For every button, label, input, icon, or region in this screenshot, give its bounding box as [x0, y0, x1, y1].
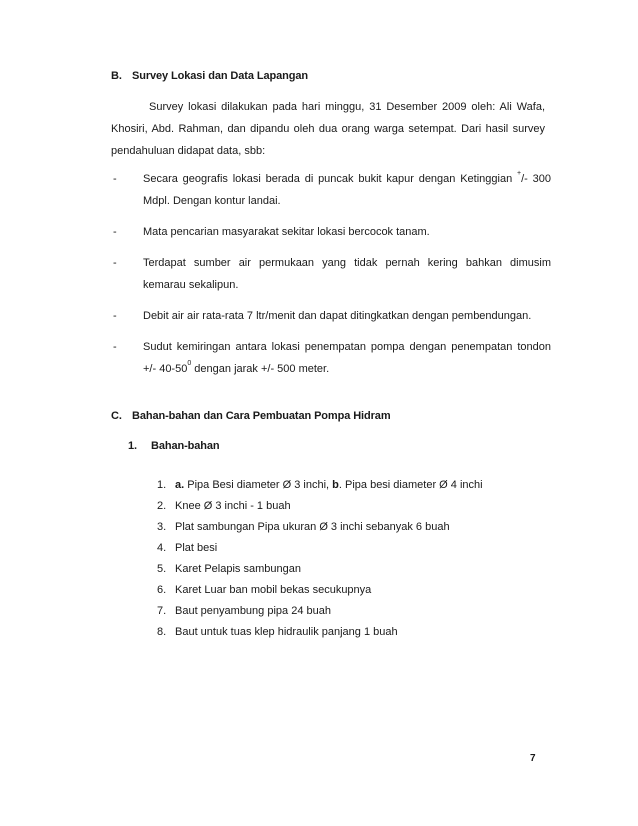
- list-item-text: Secara geografis lokasi berada di puncak bukit kapur dengan Ketinggian: [143, 173, 518, 185]
- list-item: [157, 496, 483, 517]
- item-text-b: . Pipa besi diameter Ø 4 inchi: [338, 479, 483, 491]
- list-item-text: Mata pencarian masyarakat sekitar lokasi bercocok tanam.: [143, 226, 430, 238]
- item-text: Karet Pelapis sambungan: [175, 563, 301, 575]
- list-item-text-cont: dengan jarak +/- 500 meter.: [191, 363, 330, 375]
- list-item: [111, 221, 551, 243]
- item-number: 1.: [157, 479, 167, 491]
- item-number: 3.: [157, 521, 167, 533]
- section-b-intro: [111, 96, 545, 162]
- item-text: Baut untuk tuas klep hidraulik panjang 1 buah: [175, 626, 398, 638]
- list-item: [157, 580, 483, 601]
- list-item: [111, 336, 551, 380]
- item-label-a: a.: [175, 479, 185, 491]
- superscript: 0: [187, 360, 192, 368]
- list-item: [157, 475, 483, 496]
- subsection-1-number: 1.: [128, 440, 137, 452]
- list-item-text: Debit air air rata-rata 7 ltr/menit dan dapat ditingkatkan dengan pembendungan.: [143, 310, 532, 322]
- item-text: Plat sambungan Pipa ukuran Ø 3 inchi sebanyak 6 buah: [175, 521, 450, 533]
- list-item: [111, 168, 551, 212]
- section-c-title: Bahan-bahan dan Cara Pembuatan Pompa Hidram: [131, 410, 391, 422]
- item-text: Knee Ø 3 inchi - 1 buah: [175, 500, 291, 512]
- item-text: Baut penyambung pipa 24 buah: [175, 605, 331, 617]
- item-number: 8.: [157, 626, 167, 638]
- item-text: Karet Luar ban mobil bekas secukupnya: [175, 584, 372, 596]
- survey-findings-list: [111, 168, 551, 389]
- subsection-1-heading: [128, 440, 220, 452]
- dash-marker: -: [113, 341, 117, 353]
- intro-text: Survey lokasi dilakukan pada hari minggu, 31 Desember 2009 oleh: Ali Wafa, Khosiri, Abd. Rahman, dan dipandu oleh dua orang warga setempat. Dari hasil survey pendahuluan didapat data, sbb:: [111, 101, 545, 157]
- item-number: 6.: [157, 584, 167, 596]
- item-number: 5.: [157, 563, 167, 575]
- superscript: +: [517, 170, 522, 178]
- dash-marker: -: [113, 173, 117, 185]
- list-item-text-cont: /- 300 Mdpl. Dengan kontur landai.: [143, 173, 551, 207]
- item-number: 7.: [157, 605, 167, 617]
- list-item: [111, 305, 551, 327]
- list-item: [157, 559, 483, 580]
- list-item: [157, 517, 483, 538]
- materials-list: [157, 475, 483, 643]
- section-c-heading: [111, 410, 391, 422]
- item-number: 2.: [157, 500, 167, 512]
- dash-marker: -: [113, 226, 117, 238]
- section-b-number: B.: [111, 70, 122, 82]
- section-b-title: Survey Lokasi dan Data Lapangan: [131, 70, 308, 82]
- list-item: [157, 622, 483, 643]
- list-item: [157, 538, 483, 559]
- item-text: Plat besi: [175, 542, 218, 554]
- list-item-text: Terdapat sumber air permukaan yang tidak pernah kering bahkan dimusim kemarau sekalipun.: [143, 257, 551, 291]
- item-text-a: Pipa Besi diameter Ø 3 inchi,: [184, 479, 333, 491]
- list-item: [111, 252, 551, 296]
- item-number: 4.: [157, 542, 167, 554]
- list-item-text: Sudut kemiringan antara lokasi penempatan pompa dengan penempatan tondon +/- 40-50: [143, 341, 551, 375]
- item-label-b: b: [332, 479, 339, 491]
- dash-marker: -: [113, 257, 117, 269]
- subsection-1-title: Bahan-bahan: [150, 440, 220, 452]
- section-c-number: C.: [111, 410, 122, 422]
- section-b-heading: [111, 70, 308, 82]
- list-item: [157, 601, 483, 622]
- dash-marker: -: [113, 310, 117, 322]
- page-number: 7: [530, 753, 536, 764]
